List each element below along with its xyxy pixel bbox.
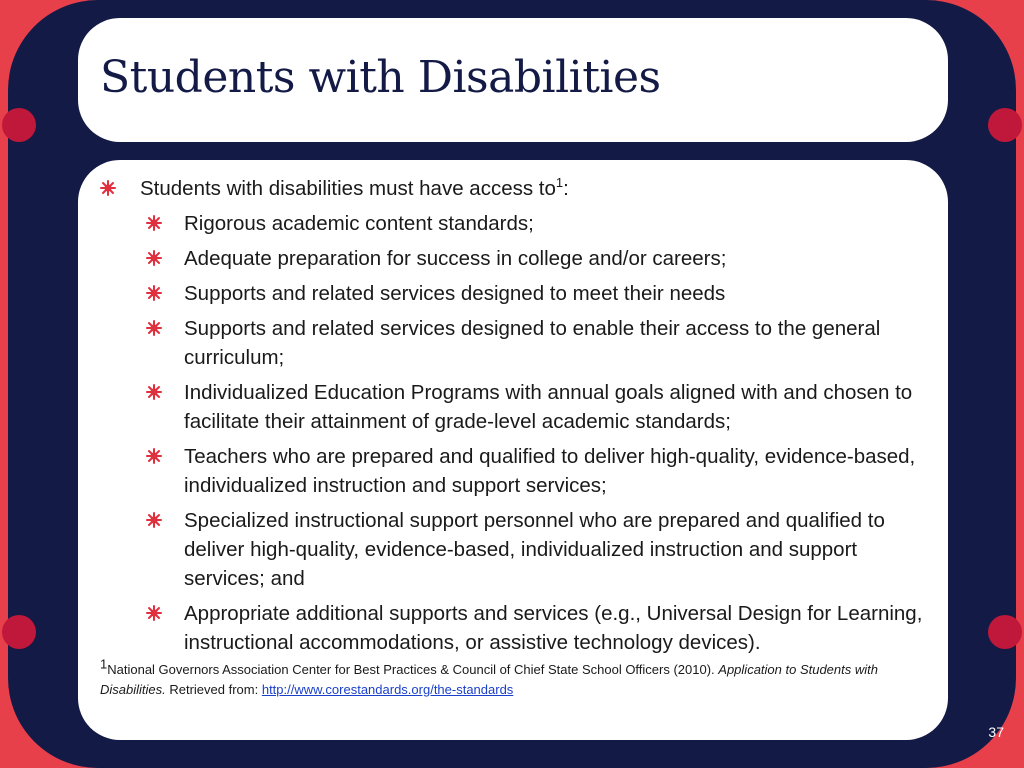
list-item-text: Specialized instructional support personnel who are prepared and qualified to deliver high-quality, evidence-based, individualized instruction and support services; and	[184, 509, 885, 590]
decor-dot-icon	[2, 615, 36, 649]
star-burst-icon	[146, 215, 162, 231]
footnote-link[interactable]: http://www.corestandards.org/the-standards	[261, 682, 514, 697]
list-item-text: Teachers who are prepared and qualified to deliver high-quality, evidence-based, individualized instruction and support services;	[184, 445, 916, 497]
star-burst-icon	[146, 285, 162, 301]
list-item	[98, 599, 938, 657]
list-item	[98, 209, 938, 238]
list-item	[98, 279, 938, 308]
list-item-text: Supports and related services designed to meet their needs	[184, 282, 726, 305]
list-item	[98, 506, 938, 593]
bullet-list	[98, 174, 938, 657]
list-item-text: Adequate preparation for success in college and/or careers;	[184, 247, 727, 270]
list-item	[98, 442, 938, 500]
intro-colon: :	[563, 177, 569, 200]
decor-dot-icon	[2, 108, 36, 142]
list-item-text: Rigorous academic content standards;	[184, 212, 534, 235]
list-item	[98, 244, 938, 273]
list-item	[98, 314, 938, 372]
star-burst-icon	[146, 605, 162, 621]
list-item	[98, 378, 938, 436]
star-burst-icon	[146, 512, 162, 528]
page-number: 37	[988, 724, 1004, 740]
sub-bullet-list	[98, 209, 938, 657]
star-burst-icon	[146, 448, 162, 464]
footnote-title: Application to Students with Disabilities.	[100, 662, 878, 697]
footnote-marker: 1	[100, 656, 108, 672]
list-item-text: Supports and related services designed to enable their access to the general curriculum;	[184, 317, 881, 369]
list-item-text: Individualized Education Programs with annual goals aligned with and chosen to facilitate their attainment of grade-level academic standards;	[184, 381, 913, 433]
star-burst-icon	[146, 250, 162, 266]
slide-title: Students with Disabilities	[100, 52, 661, 103]
star-burst-icon	[100, 180, 116, 196]
intro-text: Students with disabilities must have access to	[140, 177, 556, 200]
footnote	[100, 656, 930, 700]
star-burst-icon	[146, 320, 162, 336]
decor-dot-icon	[988, 615, 1022, 649]
bullet-intro	[98, 174, 938, 203]
star-burst-icon	[146, 384, 162, 400]
list-item-text: Appropriate additional supports and services (e.g., Universal Design for Learning, instructional accommodations, or assistive technology devices).	[184, 602, 923, 654]
footnote-retrieved: Retrieved from:	[165, 682, 262, 697]
decor-dot-icon	[988, 108, 1022, 142]
footnote-text: National Governors Association Center for Best Practices & Council of Chief State School Officers (2010).	[107, 662, 719, 677]
intro-footnote-ref: 1	[555, 175, 564, 191]
